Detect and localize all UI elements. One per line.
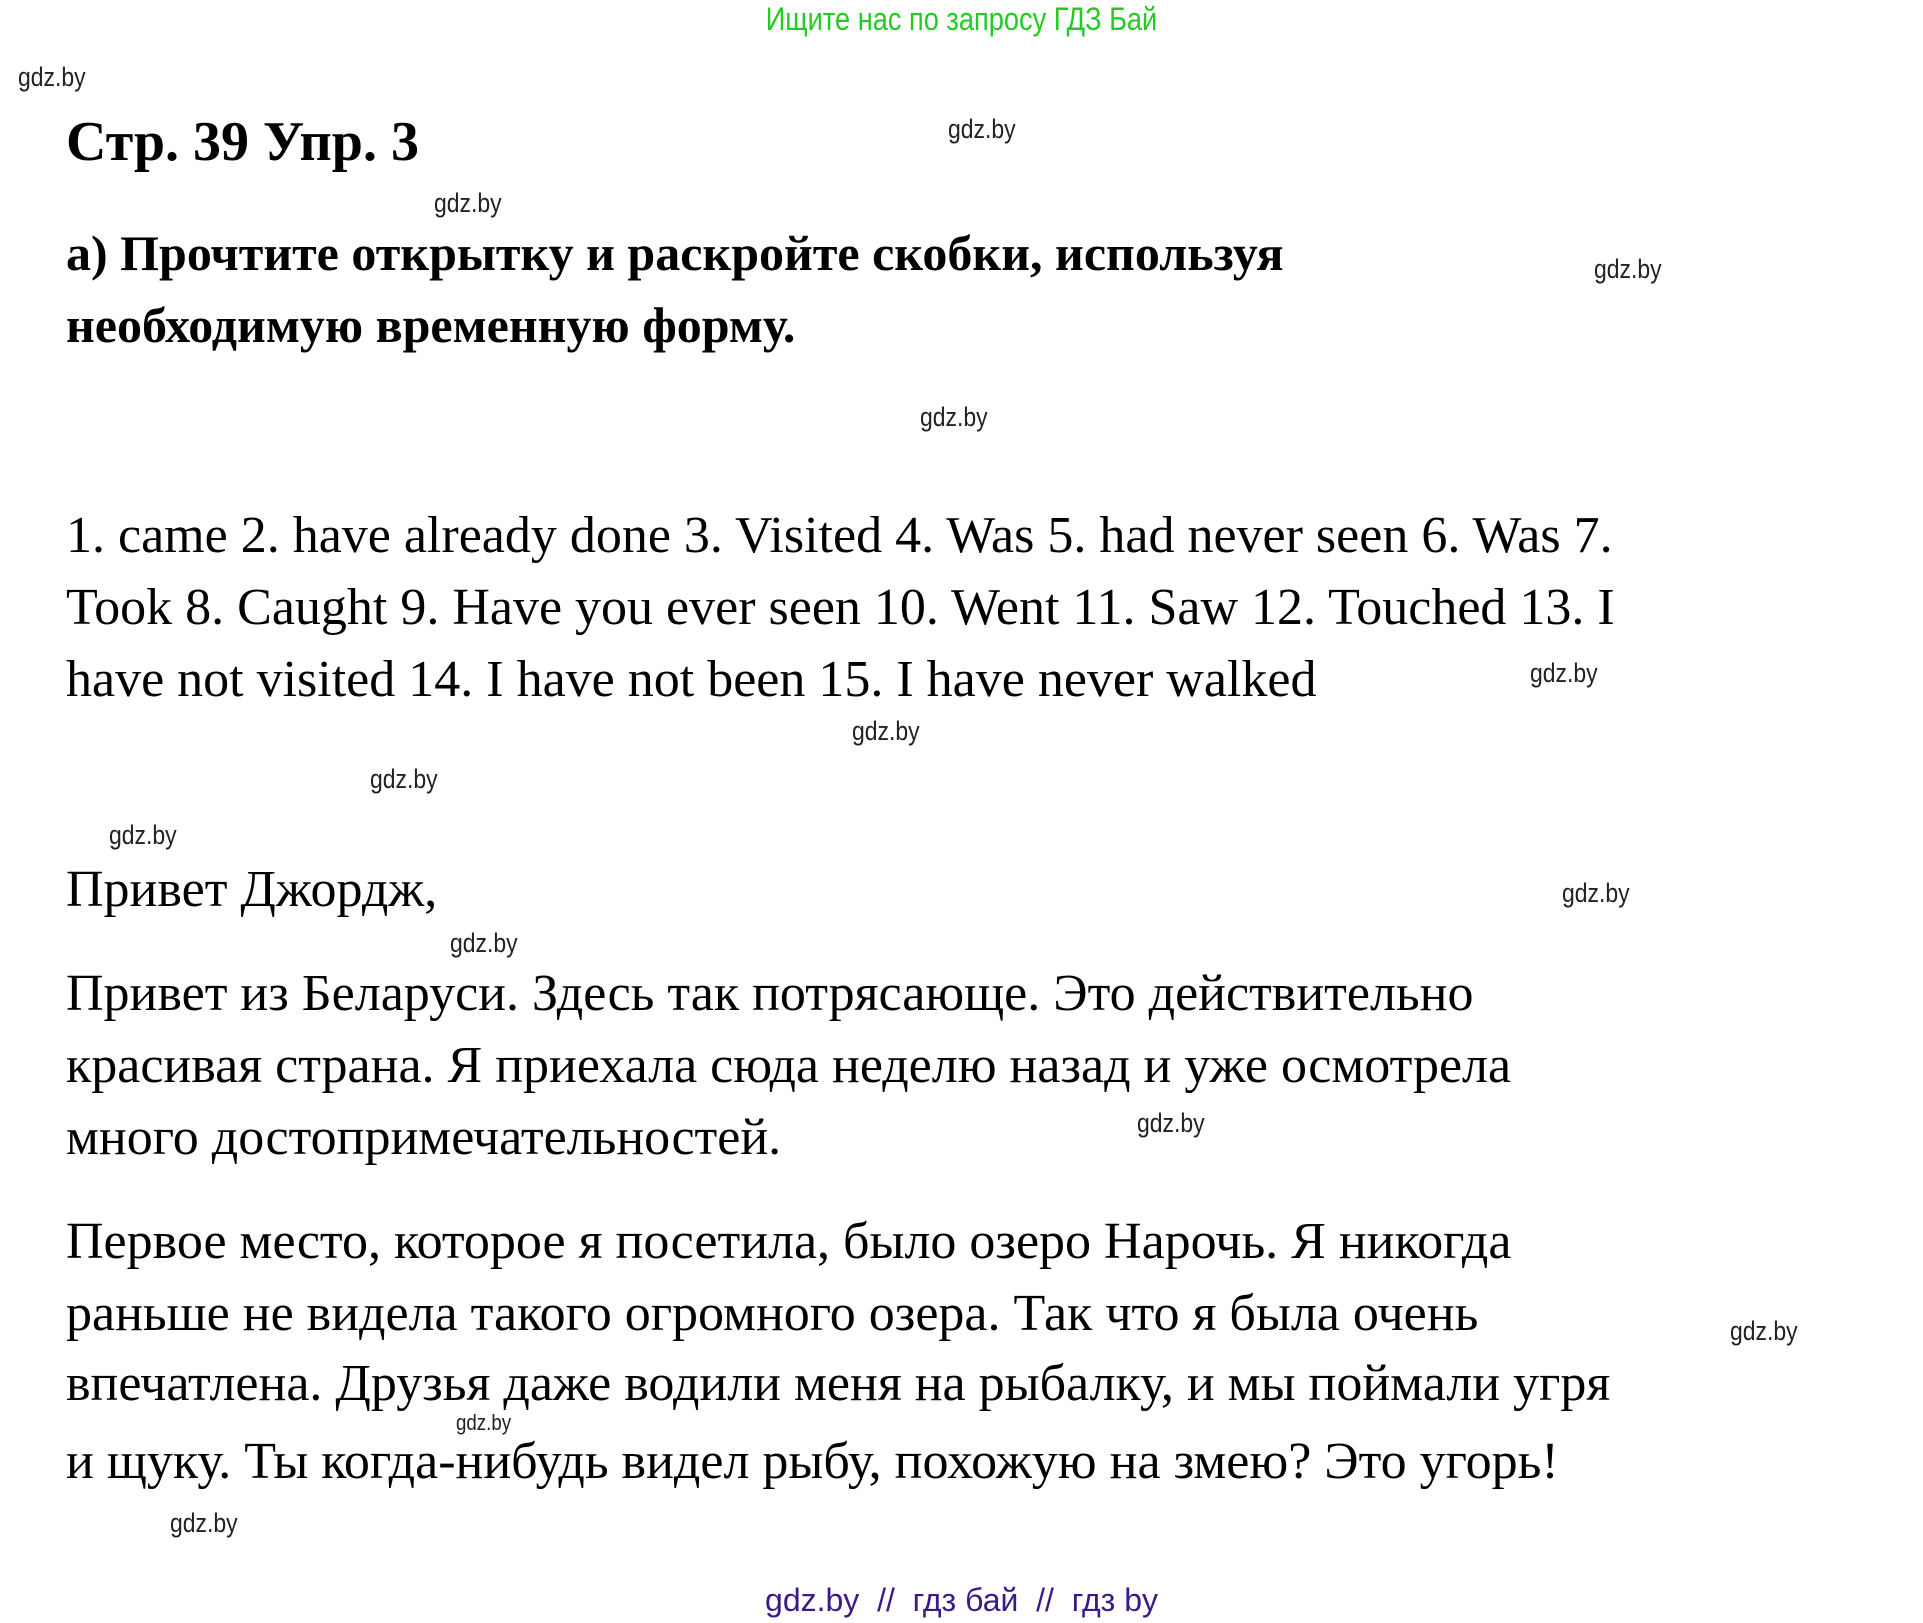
watermark: gdz.by: [370, 764, 438, 794]
watermark: gdz.by: [18, 62, 86, 92]
letter-line: много достопримечательностей.: [66, 1109, 782, 1166]
answer-line: 1. came 2. have already done 3. Visited 4. Was 5. had never seen 6. Was 7.: [66, 507, 1613, 564]
letter-line: и щуку. Ты когда-нибудь видел рыбу, похожую на змею? Это угорь!: [66, 1433, 1559, 1490]
search-banner: Ищите нас по запросу ГДЗ Бай: [765, 1, 1158, 37]
watermark: gdz.by: [1530, 658, 1598, 688]
letter-greeting: Привет Джордж,: [66, 861, 438, 918]
footer-links[interactable]: gdz.by // гдз бай // гдз by: [765, 1582, 1158, 1618]
watermark: gdz.by: [1730, 1316, 1798, 1346]
task-line: а) Прочтите открытку и раскройте скобки, используя: [66, 225, 1284, 281]
watermark: gdz.by: [434, 188, 502, 218]
letter-line: Привет из Беларуси. Здесь так потрясающе. Это действительно: [66, 965, 1474, 1022]
watermark: gdz.by: [1562, 878, 1630, 908]
page-title: Стр. 39 Упр. 3: [66, 111, 419, 173]
watermark: gdz.by: [1137, 1108, 1205, 1138]
watermark: gdz.by: [450, 928, 518, 958]
letter-line: Первое место, которое я посетила, было озеро Нарочь. Я никогда: [66, 1213, 1512, 1270]
answer-line: have not visited 14. I have not been 15. I have never walked: [66, 651, 1317, 708]
letter-line: раньше не видела такого огромного озера. Так что я была очень: [66, 1285, 1479, 1342]
watermark: gdz.by: [948, 114, 1016, 144]
letter-line: красивая страна. Я приехала сюда неделю назад и уже осмотрела: [66, 1037, 1512, 1094]
letter-line: впечатлена. Друзья даже водили меня на рыбалку, и мы поймали угря: [66, 1355, 1611, 1412]
watermark: gdz.by: [170, 1508, 238, 1538]
watermark: gdz.by: [920, 402, 988, 432]
watermark: gdz.by: [456, 1410, 512, 1435]
answer-line: Took 8. Caught 9. Have you ever seen 10. Went 11. Saw 12. Touched 13. I: [66, 579, 1615, 636]
watermark: gdz.by: [1594, 254, 1662, 284]
watermark: gdz.by: [852, 716, 920, 746]
task-line: необходимую временную форму.: [66, 297, 796, 353]
watermark: gdz.by: [109, 820, 177, 850]
